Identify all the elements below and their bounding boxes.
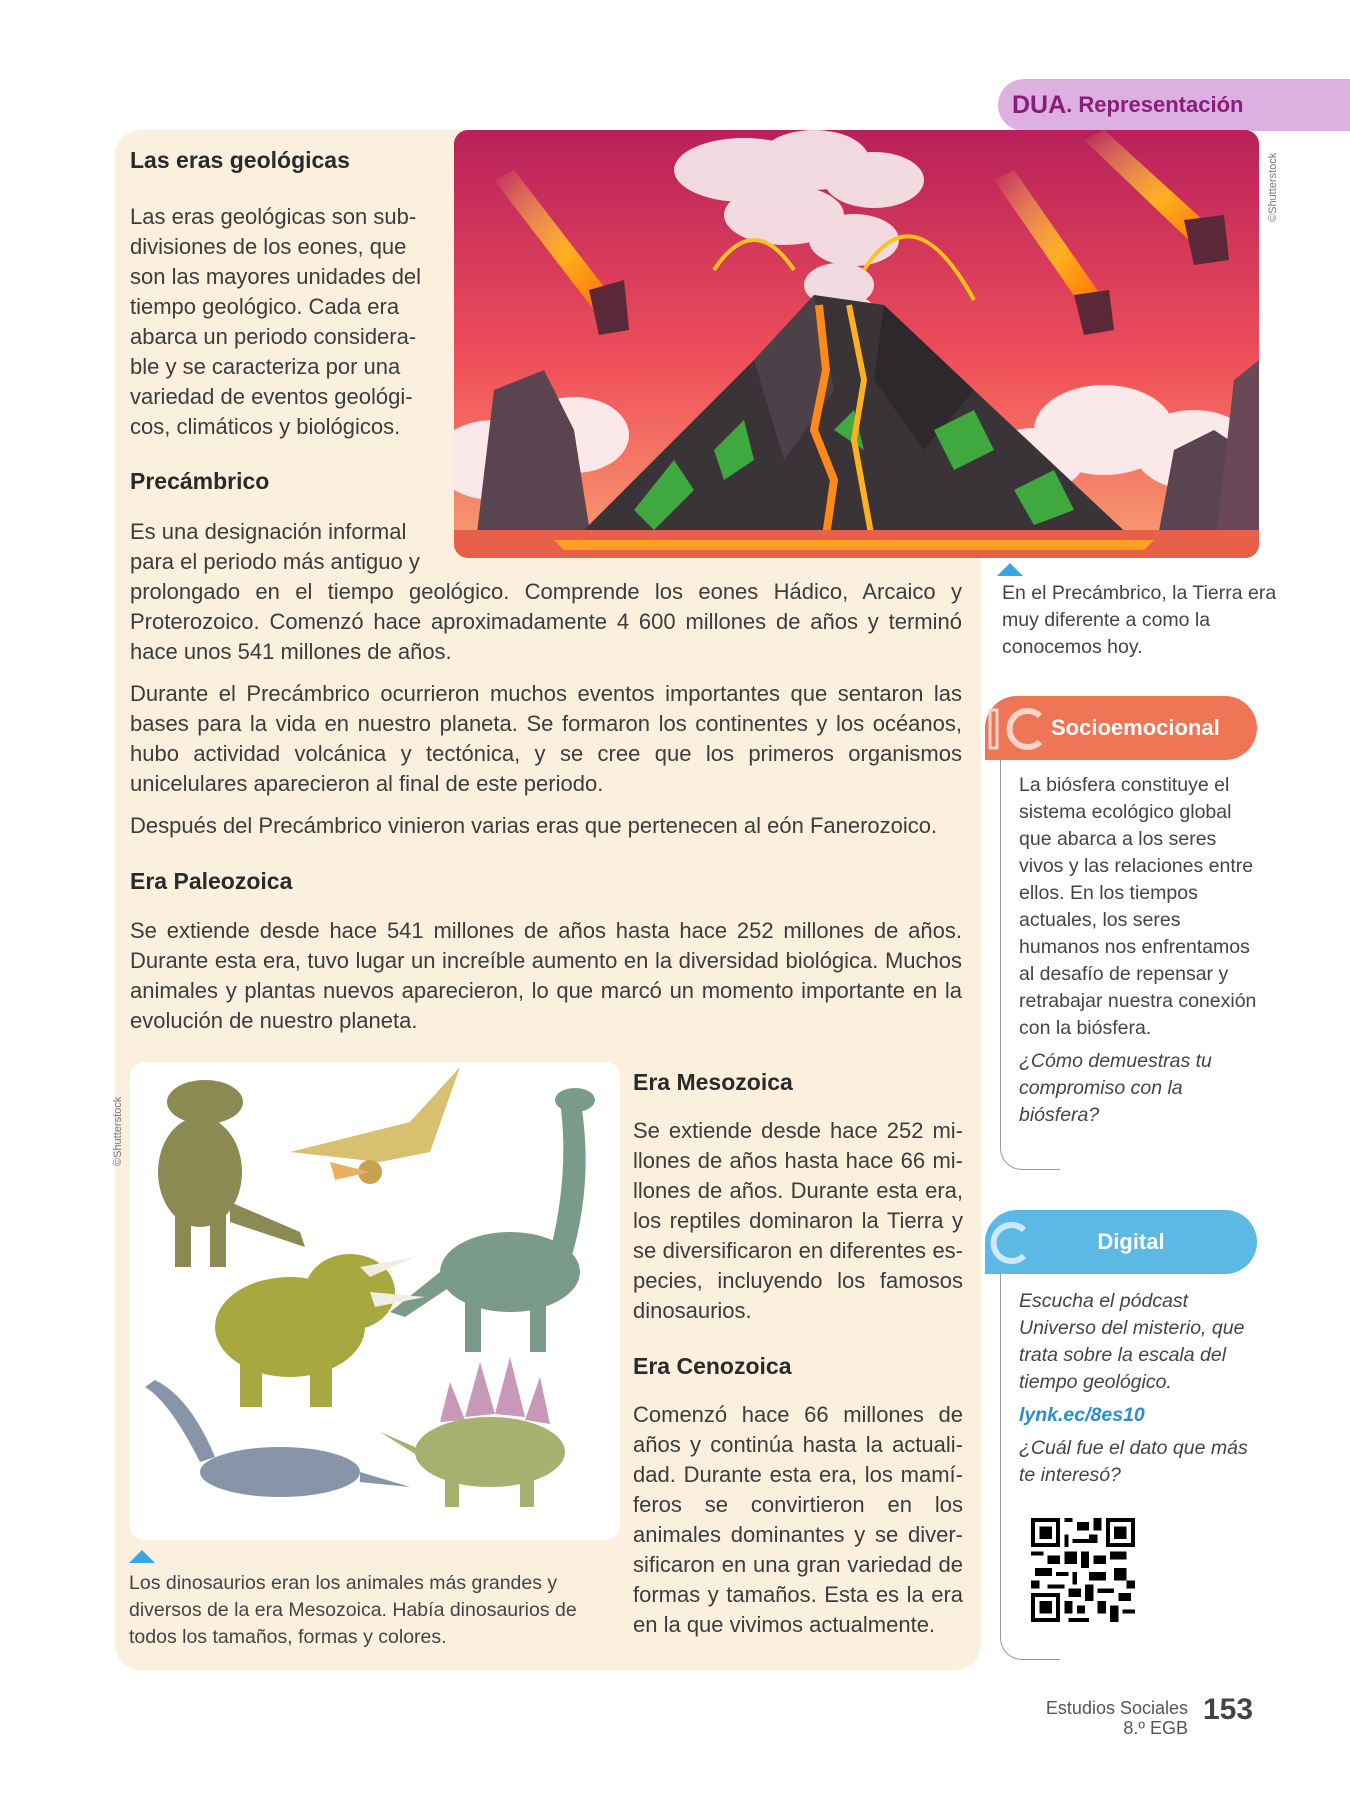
intro-line: abarca un periodo considera- [130,324,417,349]
intro-line: Las eras geológicas son sub- [130,204,417,229]
dinosaurs-illustration [130,1062,620,1540]
digital-content [1019,1288,1259,1495]
socioemocional-text: La biósfera constituye el sistema ecológico global que abarca a los seres vivos y las relaciones entre ellos. En los tiempos actuales, los seres humanos nos enfrentamos al desafío de repensar y retrabajar nuestra conexión con la biósfera. [1019,774,1257,1039]
volcano-illustration [454,130,1259,558]
precambrico-p2: Durante el Precámbrico ocurrieron muchos eventos importantes que sentaron las bases para la vida en nuestro planeta. Se formaron los continentes y los océanos, hubo actividad volcánica y tectónica, y se cree que los primeros organismos unicelulares aparecieron al final de este periodo. [130,681,962,796]
page-number: 153 [1203,1693,1254,1726]
precambrico-p3: Después del Precámbrico vinieron varias eras que pertenecen al eón Fanerozoico. [130,813,938,838]
caption-marker-icon [997,563,1023,576]
digital-logo-icon [988,1220,1028,1266]
intro-line: divisiones de los eones, que [130,234,407,259]
digital-text: Escucha el pódcast Universo del misterio, que trata sobre la escala del tiempo geológico. [1019,1290,1245,1393]
paleozoica-title: Era Paleozoica [130,868,293,894]
cenozoica-text: Comenzó hace 66 millones de años y continúa hasta la actuali-dad. Durante esta era, los mamí-feros se convirtieron en los animales dominantes y se diver-sificaron en una gran variedad de formas y tamaños. Esta es la era en la que vivimos actualmente. [633,1402,963,1637]
mesozoica-text: Se extiende desde hace 252 mi-llones de años hasta hace 66 mi-llones de años. Durante esta era, los reptiles dominaron la Tierra y se diversificaron en diferentes es-pecies, incluyendo los famosos dinosaurios. [633,1118,963,1323]
photo-credit: ©Shutterstock [1267,152,1279,222]
ic-logo-icon [988,706,1048,752]
section-title: Las eras geológicas [130,147,350,173]
precambrico-p1-start [130,517,430,577]
paleozoica-text: Se extiende desde hace 541 millones de años hasta hace 252 millones de años. Durante esta era, tuvo lugar un increíble aumento en la diversidad biológica. Muchos animales y plantas nuevos aparecieron, lo que marcó un momento importante en la evolución de nuestro planeta. [130,918,962,1033]
precambrico-line: Es una designación informal [130,519,407,544]
dua-subtitle: . Representación [1066,92,1244,117]
intro-line: son las mayores unidades del [130,264,422,289]
dinos-caption: Los dinosaurios eran los animales más grandes y diversos de la era Mesozoica. Había dinosaurios de todos los tamaños, formas y colores. [129,1572,577,1648]
footer-subject-name: Estudios Sociales [1045,1698,1188,1718]
precambrico-body [130,577,962,853]
digital-title: Digital [1097,1229,1165,1254]
precambrico-title: Precámbrico [130,468,270,494]
digital-link[interactable]: lynk.ec/8es10 [1019,1404,1145,1426]
volcano-caption: En el Precámbrico, la Tierra era muy diferente a como la conocemos hoy. [1002,582,1277,658]
footer-subject [1046,1698,1188,1738]
section-intro [130,202,427,442]
intro-line: cos, climáticos y biológicos. [130,414,401,439]
qr-code-icon[interactable] [1031,1518,1135,1622]
footer-grade: 8.º EGB [1123,1718,1188,1738]
socioemocional-content [1019,772,1259,1135]
cenozoica-title: Era Cenozoica [633,1353,792,1379]
precambrico-p1: prolongado en el tiempo geológico. Comprende los eones Hádico, Arcaico y Proterozoico. Comenzó hace aproximadamente 4 600 millones de años y terminó hace unos 541 millones de años. [130,579,962,664]
intro-line: ble y se caracteriza por una [130,354,401,379]
socioemocional-question: ¿Cómo demuestras tu compromiso con la biósfera? [1019,1050,1212,1126]
dua-banner [998,79,1350,131]
socioemocional-title: Socioemocional [1051,715,1220,740]
digital-question: ¿Cuál fue el dato que más te interesó? [1019,1437,1248,1486]
photo-credit: ©Shutterstock [112,1096,124,1166]
dua-label: DUA [1012,90,1067,119]
intro-line: variedad de eventos geológi- [130,384,413,409]
intro-line: tiempo geológico. Cada era [130,294,400,319]
caption-marker-icon [129,1550,155,1563]
mesozoica-title: Era Mesozoica [633,1069,793,1095]
precambrico-line: para el periodo más antiguo y [130,549,420,574]
